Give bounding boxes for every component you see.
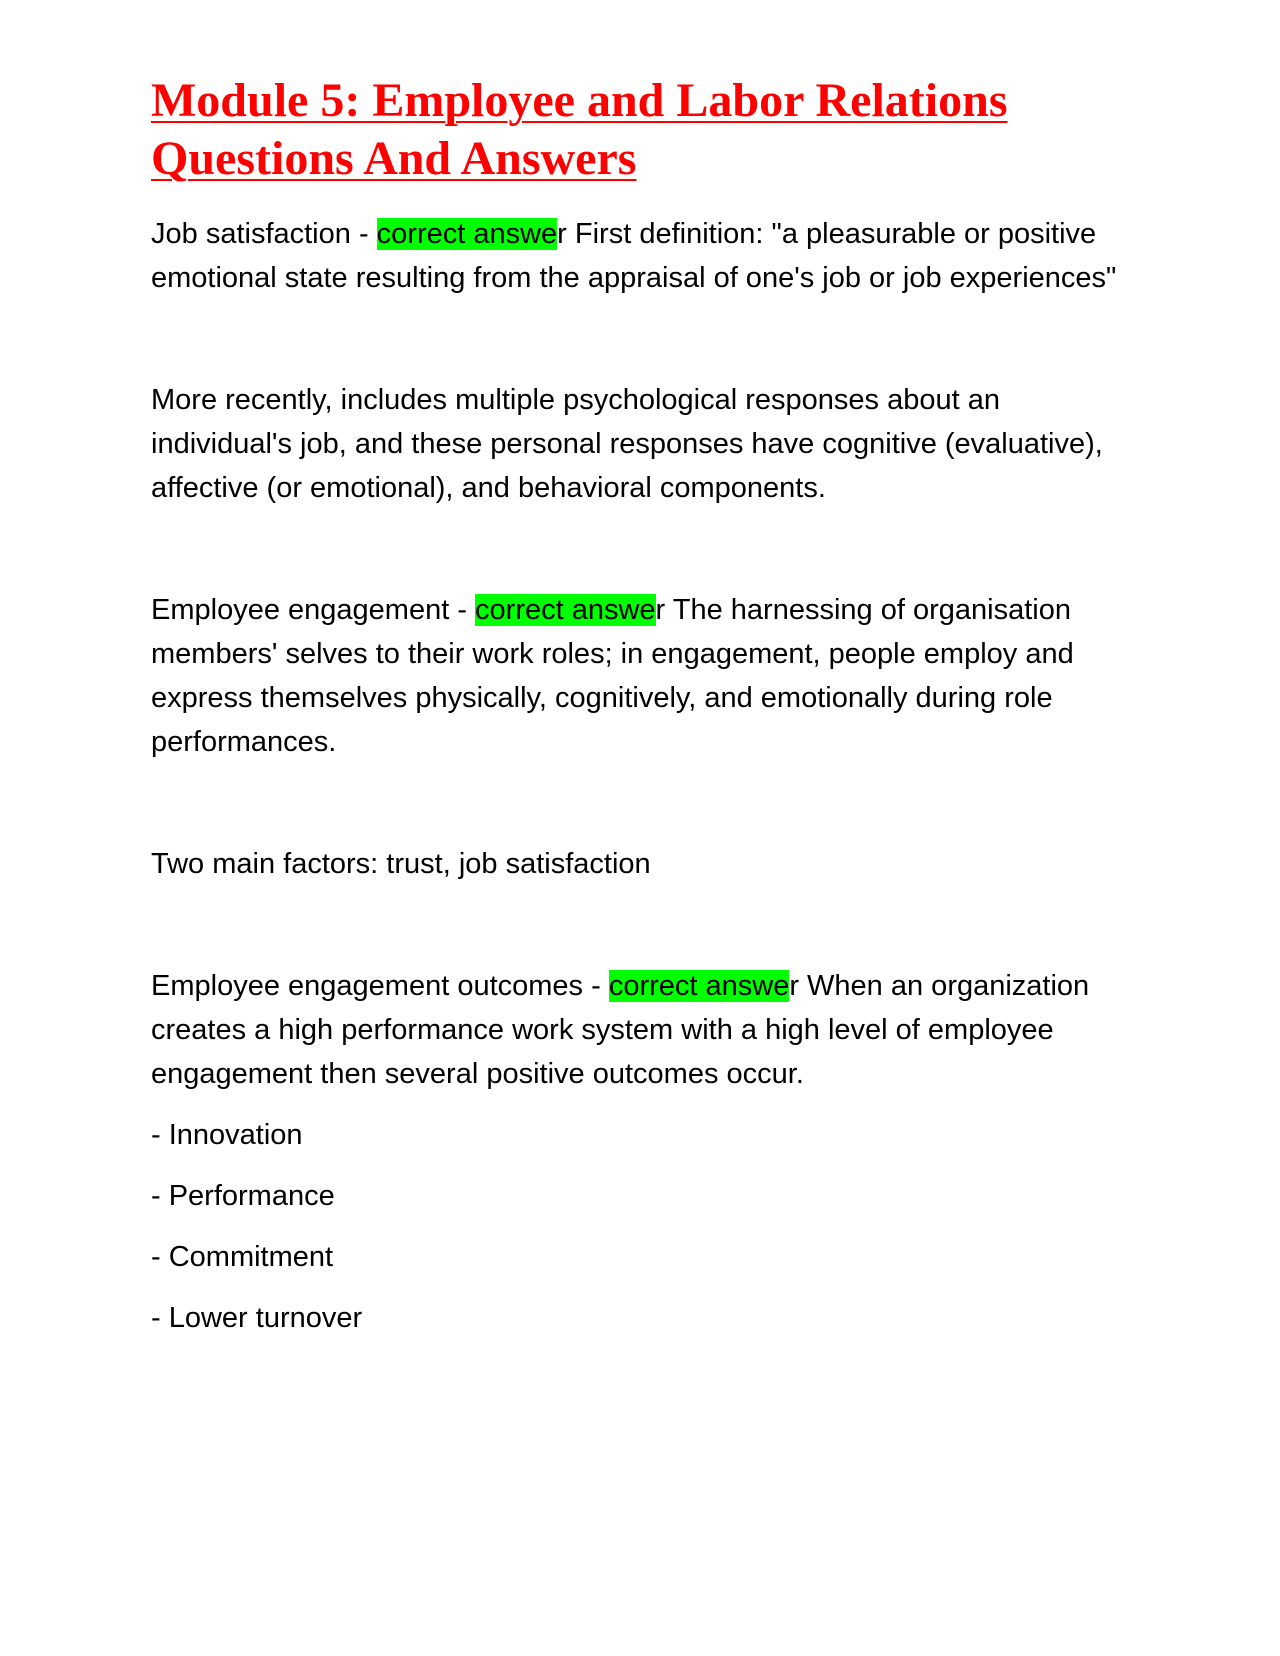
term: Job satisfaction -	[151, 218, 377, 250]
document-page	[151, 72, 1136, 1357]
qa-entry-job-satisfaction	[151, 212, 1136, 300]
answer-marker-rest: r	[789, 970, 799, 1002]
list-item: - Performance	[151, 1180, 335, 1212]
term: Employee engagement -	[151, 594, 476, 626]
term: Employee engagement outcomes -	[151, 970, 609, 1002]
list-item: - Innovation	[151, 1119, 303, 1151]
answer-marker-rest: r	[557, 218, 567, 250]
document-title	[151, 72, 1136, 188]
answer-text: The harnessing of organisation members' selves to their work roles; in engagement, people employ and express themselves physically, cognitively, and emotionally during role performances.	[151, 594, 1074, 758]
title-line-1: Module 5: Employee and Labor Relations	[151, 74, 1008, 127]
answer-text: First definition: "a pleasurable or positive emotional state resulting from the appraisal of one's job or job experiences"	[151, 218, 1117, 294]
list-item: - Commitment	[151, 1241, 334, 1273]
answer-marker-highlight: correct answe	[608, 970, 790, 1002]
qa-entry-employee-engagement	[151, 588, 1136, 764]
list-item: - Lower turnover	[151, 1302, 363, 1334]
answer-marker-highlight: correct answe	[475, 594, 656, 626]
answer-marker-rest: r	[655, 594, 666, 626]
answer-continuation: More recently, includes multiple psychological responses about an individual's job, and these personal responses have cognitive (evaluative), affective (or emotional), and behavioral components.	[151, 384, 1103, 504]
title-line-2: Questions And Answers	[151, 132, 637, 185]
qa-entry-engagement-outcomes	[151, 964, 1136, 1096]
answer-continuation: Two main factors: trust, job satisfaction	[151, 848, 651, 880]
answer-text: When an organization creates a high performance work system with a high level of employee engagement then several positive outcomes occur.	[151, 970, 1090, 1090]
answer-marker-highlight: correct answe	[376, 218, 558, 250]
